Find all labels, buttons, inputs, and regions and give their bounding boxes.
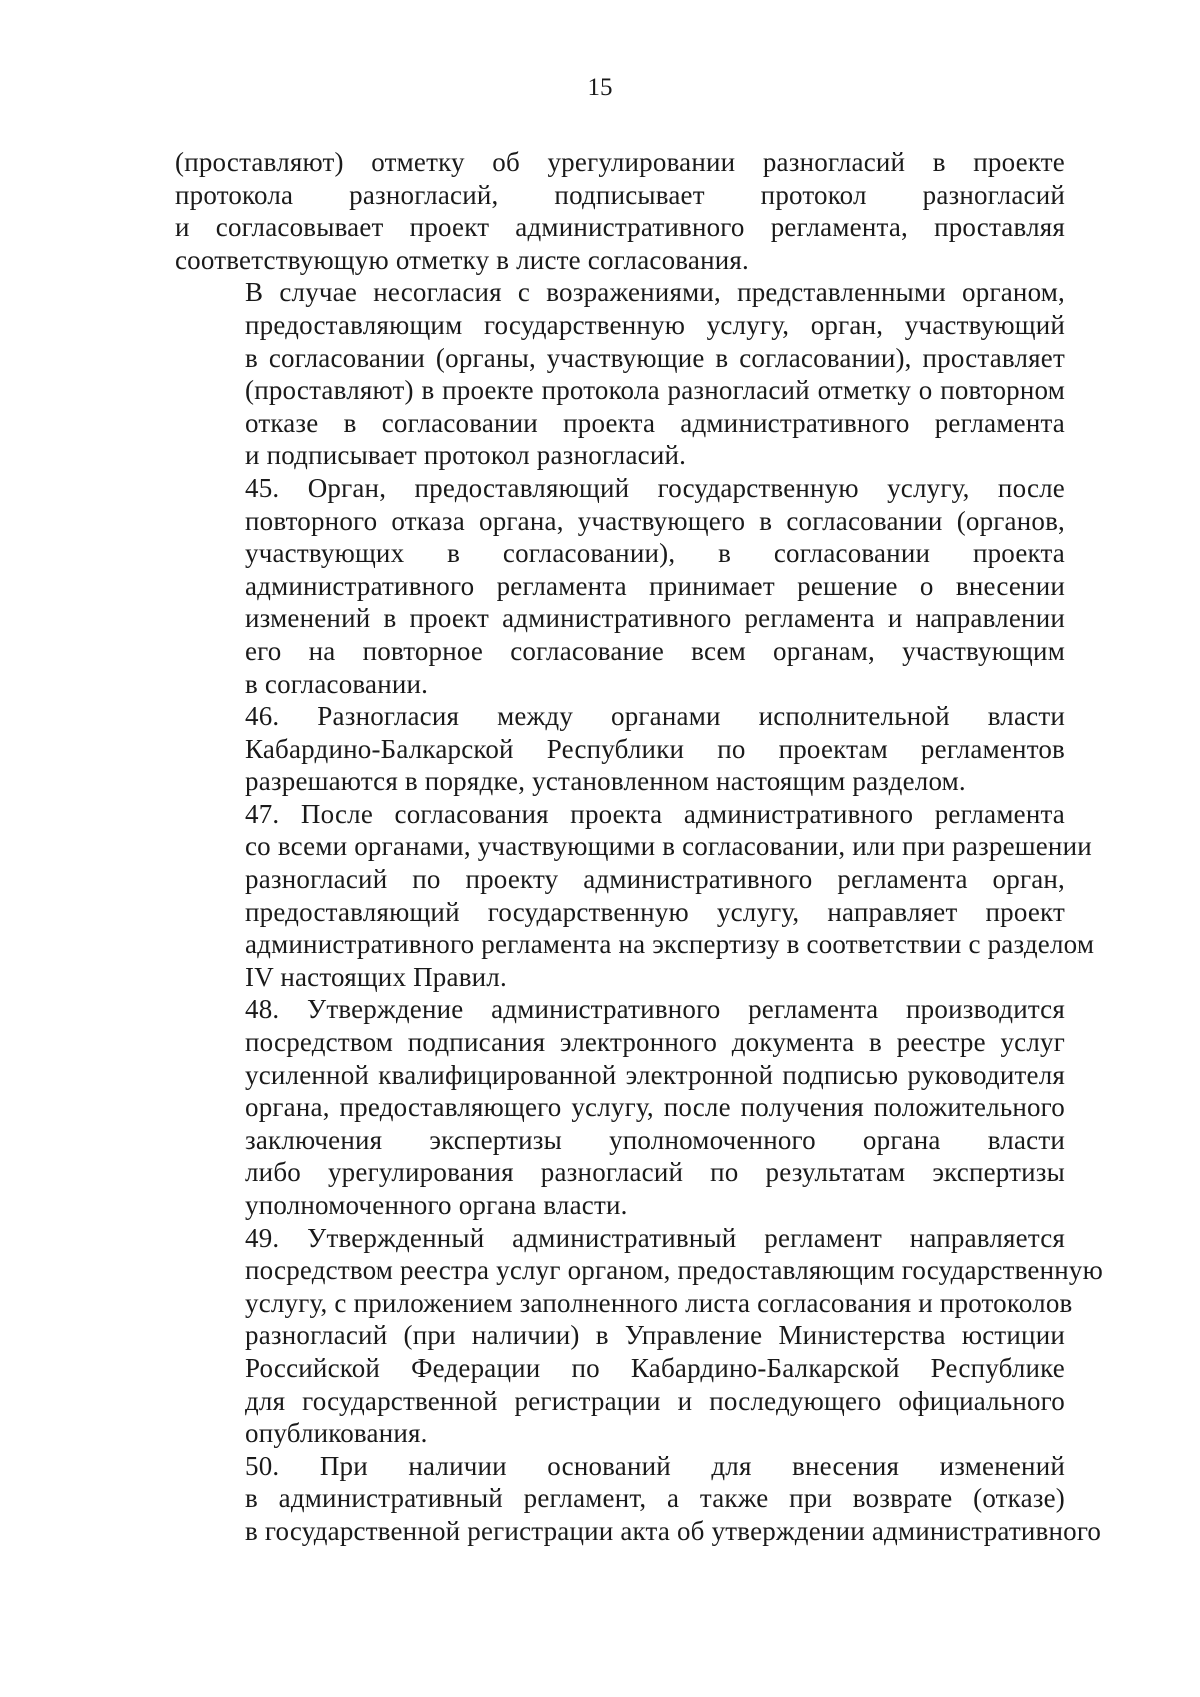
text-line: в согласовании.: [245, 668, 429, 699]
text-line: его на повторное согласование всем органам, участвующим: [245, 635, 1065, 666]
text-line: (проставляют) отметку об урегулировании разногласий в проекте: [175, 147, 1065, 177]
text-line: органа, предоставляющего услугу, после получения положительного: [245, 1092, 1065, 1123]
paragraph: [175, 276, 1065, 472]
text-line: в государственной регистрации акта об утверждении административного: [245, 1515, 1102, 1546]
text-line: разногласий (при наличии) в Управление Министерства юстиции: [245, 1320, 1065, 1351]
text-line: и подписывает протокол разногласий.: [245, 440, 687, 471]
text-line: 47. После согласования проекта административного регламента: [245, 798, 1065, 829]
text-line: и согласовывает проект административного регламента, проставляя: [175, 212, 1065, 243]
paragraph: [175, 1222, 1103, 1450]
text-line: усиленной квалифицированной электронной подписью руководителя: [245, 1059, 1065, 1090]
text-line: IV настоящих Правил.: [245, 961, 507, 992]
text-line: 46. Разногласия между органами исполнительной власти: [245, 701, 1065, 732]
text-line: в согласовании (органы, участвующие в согласовании), проставляет: [245, 342, 1065, 373]
page-number: 15: [587, 74, 613, 101]
paragraph: [175, 1450, 1102, 1548]
text-line: посредством реестра услуг органом, предоставляющим государственную: [245, 1255, 1103, 1286]
text-line: разрешаются в порядке, установленном настоящим разделом.: [245, 766, 966, 797]
text-line: 50. При наличии оснований для внесения изменений: [245, 1450, 1065, 1481]
text-line: посредством подписания электронного документа в реестре услуг: [245, 1027, 1065, 1058]
text-line: услугу, с приложением заполненного листа согласования и протоколов: [245, 1287, 1073, 1318]
text-line: опубликования.: [245, 1418, 428, 1449]
text-line: В случае несогласия с возражениями, представленными органом,: [245, 277, 1065, 308]
text-line: протокола разногласий, подписывает протокол разногласий: [175, 179, 1065, 210]
text-line: изменений в проект административного регламента и направлении: [245, 603, 1065, 634]
text-line: (проставляют) в проекте протокола разногласий отметку о повторном: [245, 375, 1065, 406]
paragraph: [175, 798, 1095, 994]
text-line: административного регламента принимает решение о внесении: [245, 570, 1065, 601]
text-line: либо урегулирования разногласий по результатам экспертизы: [245, 1157, 1065, 1188]
text-line: Кабардино-Балкарской Республики по проектам регламентов: [245, 733, 1065, 764]
text-line: предоставляющим государственную услугу, орган, участвующий: [245, 309, 1065, 340]
paragraph: [175, 472, 1065, 700]
text-line: 45. Орган, предоставляющий государственную услугу, после: [245, 472, 1065, 503]
paragraph: [175, 146, 1065, 276]
text-line: предоставляющий государственную услугу, направляет проект: [245, 896, 1065, 927]
paragraph: [175, 993, 1065, 1221]
text-line: Российской Федерации по Кабардино-Балкарской Республике: [245, 1352, 1065, 1383]
text-line: соответствующую отметку в листе согласования.: [175, 244, 749, 275]
document-body: [175, 146, 1103, 1548]
text-line: административного регламента на экспертизу в соответствии с разделом: [245, 929, 1095, 960]
text-line: уполномоченного органа власти.: [245, 1190, 628, 1220]
text-line: в административный регламент, а также при возврате (отказе): [245, 1483, 1065, 1514]
text-line: для государственной регистрации и последующего официального: [245, 1385, 1065, 1416]
text-line: отказе в согласовании проекта административного регламента: [245, 407, 1065, 438]
text-line: участвующих в согласовании), в согласовании проекта: [245, 538, 1065, 569]
text-line: 48. Утверждение административного регламента производится: [245, 994, 1065, 1025]
text-line: 49. Утвержденный административный регламент направляется: [245, 1222, 1065, 1253]
text-line: заключения экспертизы уполномоченного органа власти: [245, 1124, 1065, 1155]
text-line: повторного отказа органа, участвующего в согласовании (органов,: [245, 505, 1065, 536]
paragraph: [175, 700, 1065, 798]
text-line: со всеми органами, участвующими в согласовании, или при разрешении: [245, 831, 1092, 862]
text-line: разногласий по проекту административного регламента орган,: [245, 864, 1065, 895]
